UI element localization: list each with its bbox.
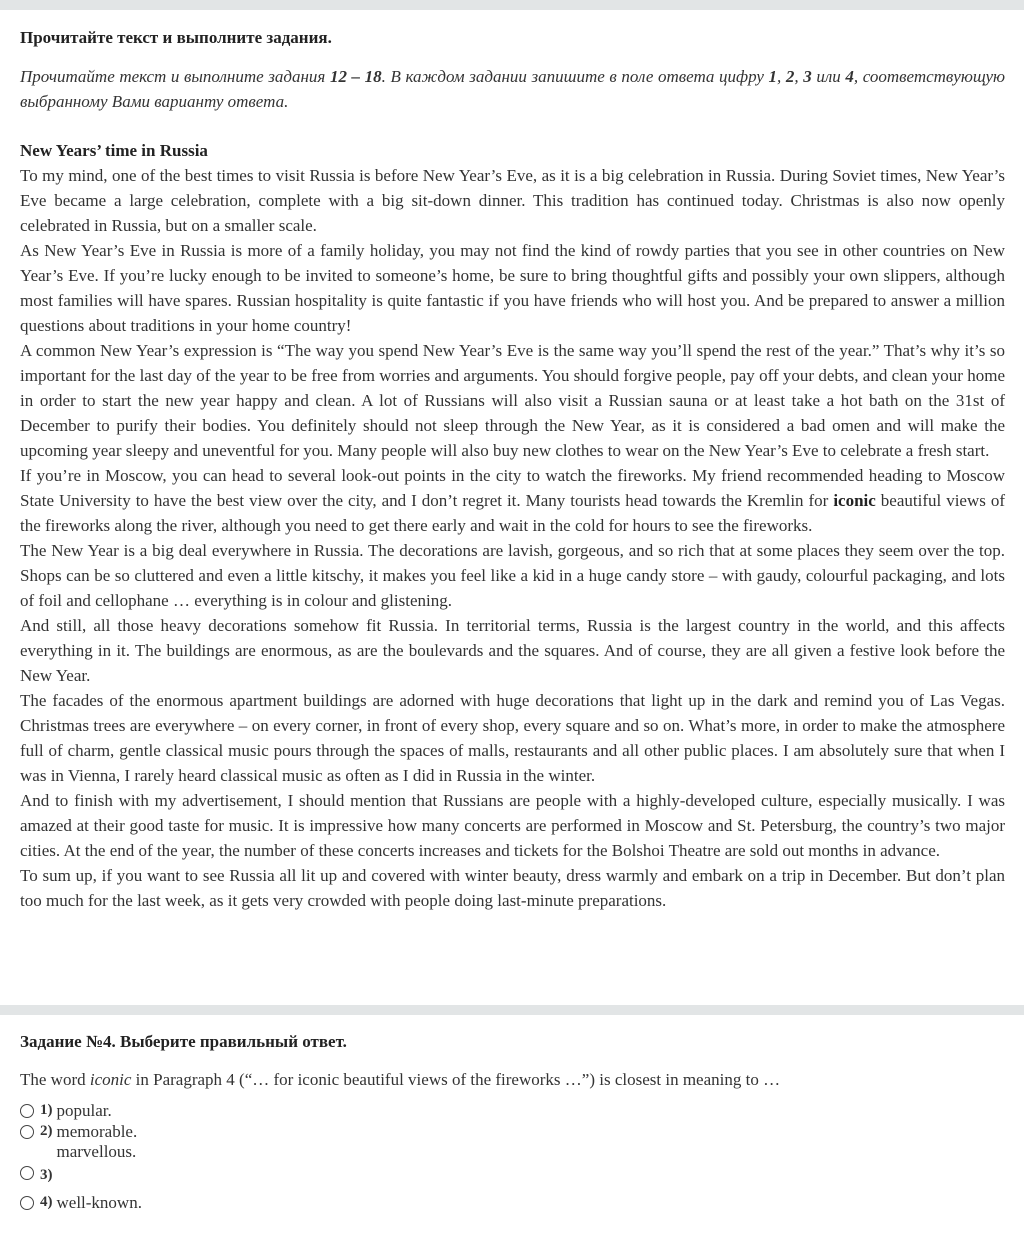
radio-button[interactable] [20,1166,34,1180]
option-1[interactable] [20,1100,1005,1121]
option-number: 2) [40,1123,53,1139]
question [20,1068,1005,1092]
intro-text: Прочитайте текст и выполните задания [20,67,330,86]
option-2[interactable] [20,1121,1005,1142]
question-text: The word [20,1070,90,1089]
option-label: memorable. [56,1121,138,1141]
highlighted-word: iconic [833,491,876,510]
digit: 3 [803,67,812,86]
sep: , [777,67,786,86]
sep: или [811,67,846,86]
question-word: iconic [89,1070,132,1089]
question-text: in Paragraph 4 (“… for iconic beautiful views of the fireworks …”) is closest in meaning to … [131,1070,781,1089]
paragraph-text: beautiful views of the fireworks along the river, although you need to get there early and wait in the cold for hours to see the fireworks. [20,491,1005,535]
task-section [20,1030,1005,1213]
radio-button[interactable] [20,1196,34,1210]
option-4[interactable] [20,1192,1005,1213]
paragraph: To my mind, one of the best times to visit Russia is before New Year’s Eve, as it is a big celebration in Russia. During Soviet times, New Year’s Eve became a large celebration, complete with a big sit-down dinner. This tradition has continued today. Christmas is also now openly celebrated in Russia, but on a smaller scale. [20,166,1005,235]
intro-text: , соответствующую выбранному Вами варианту ответа. [20,67,1005,111]
digit: 1 [768,67,778,86]
intro-text: . В каждом задании запишите в поле ответа цифру [381,67,769,86]
digit: 2 [785,67,795,86]
paragraph: The New Year is a big deal everywhere in Russia. The decorations are lavish, gorgeous, and so rich that at some places they seem over the top. Shops can be so cluttered and even a little kitschy, it makes you feel like a kid in a huge candy store – with gaudy, colourful packaging, and lots of foil and cellophane … everything is in colour and glistening. [20,541,1005,610]
option-label: marvellous. [56,1142,137,1161]
option-3[interactable] [20,1142,1005,1184]
option-number: 3) [40,1167,53,1183]
radio-button[interactable] [20,1104,34,1118]
paragraph: To sum up, if you want to see Russia all lit up and covered with winter beauty, dress warmly and embark on a trip in December. But don’t plan too much for the last week, as it gets very crowded with people doing last-minute preparations. [20,866,1005,910]
paragraph: And to finish with my advertisement, I should mention that Russians are people with a highly-developed culture, especially musically. I was amazed at their good taste for music. It is impressive how many concerts are performed in Moscow and St. Petersburg, the country’s two major cities. At the end of the year, the number of these concerts increases and tickets for the Bolshoi Theatre are sold out months in advance. [20,791,1005,860]
option-number: 1) [40,1102,53,1118]
paragraph: A common New Year’s expression is “The way you spend New Year’s Eve is the same way you’ll spend the rest of the year.” That’s why it’s so important for the last day of the year to be free from worries and arguments. You should forgive people, pay off your debts, and clean your home in order to start the new year happy and clean. A lot of Russians will also visit a Russian sauna or at least take a hot bath on the 31st of December to purify their bodies. You definitely should not sleep through the New Year, as it is considered a bad omen and will make the upcoming year sleepy and uneventful for you. Many people will also buy new clothes to wear on the New Year’s Eve to celebrate a fresh start. [20,341,1005,460]
option-label: well-known. [56,1192,142,1212]
paragraph: As New Year’s Eve in Russia is more of a family holiday, you may not find the kind of rowdy parties that you see in other countries on New Year’s Eve. If you’re lucky enough to be invited to someone’s home, be sure to bring thoughtful gifts and possibly your own slippers, although most families will have spares. Russian hospitality is quite fantastic if you have friends who will host you. And be prepared to answer a million questions about traditions in your home country! [20,241,1005,335]
task-title: Задание №4. Выберите правильный ответ. [20,1032,347,1051]
options-list [20,1100,1005,1213]
sep: , [794,67,804,86]
task-range: 12 – 18 [329,67,382,86]
article-title: New Years’ time in Russia [20,141,208,160]
top-bar [0,0,1024,10]
radio-button[interactable] [20,1125,34,1139]
option-number: 4) [40,1194,53,1210]
instructions [20,64,1005,114]
paragraph: And still, all those heavy decorations somehow fit Russia. In territorial terms, Russia is the largest country in the world, and this affects everything in it. The buildings are enormous, as are the boulevards and the squares. And of course, they are all given a festive look before the New Year. [20,616,1005,685]
paragraph-text: If you’re in Moscow, you can head to several look-out points in the city to watch the fireworks. My friend recommended heading to Moscow State University to have the best view over the city, and I don’t regret it. Many tourists head towards the Kremlin for [20,466,1005,510]
option-label: popular. [56,1100,112,1120]
section-divider [0,1005,1024,1015]
section-heading: Прочитайте текст и выполните задания. [20,28,332,47]
paragraph: The facades of the enormous apartment buildings are adorned with huge decorations that light up in the dark and remind you of Las Vegas. Christmas trees are everywhere – on every corner, in front of every shop, every square and so on. What’s more, in order to make the atmosphere full of charm, gentle classical music pours through the spaces of malls, restaurants and all other public places. I am absolutely sure that when I was in Vienna, I rarely heard classical music as often as I did in Russia in the winter. [20,691,1005,785]
digit: 4 [845,67,854,86]
reading-section [20,26,1005,913]
paragraph [20,463,1005,538]
